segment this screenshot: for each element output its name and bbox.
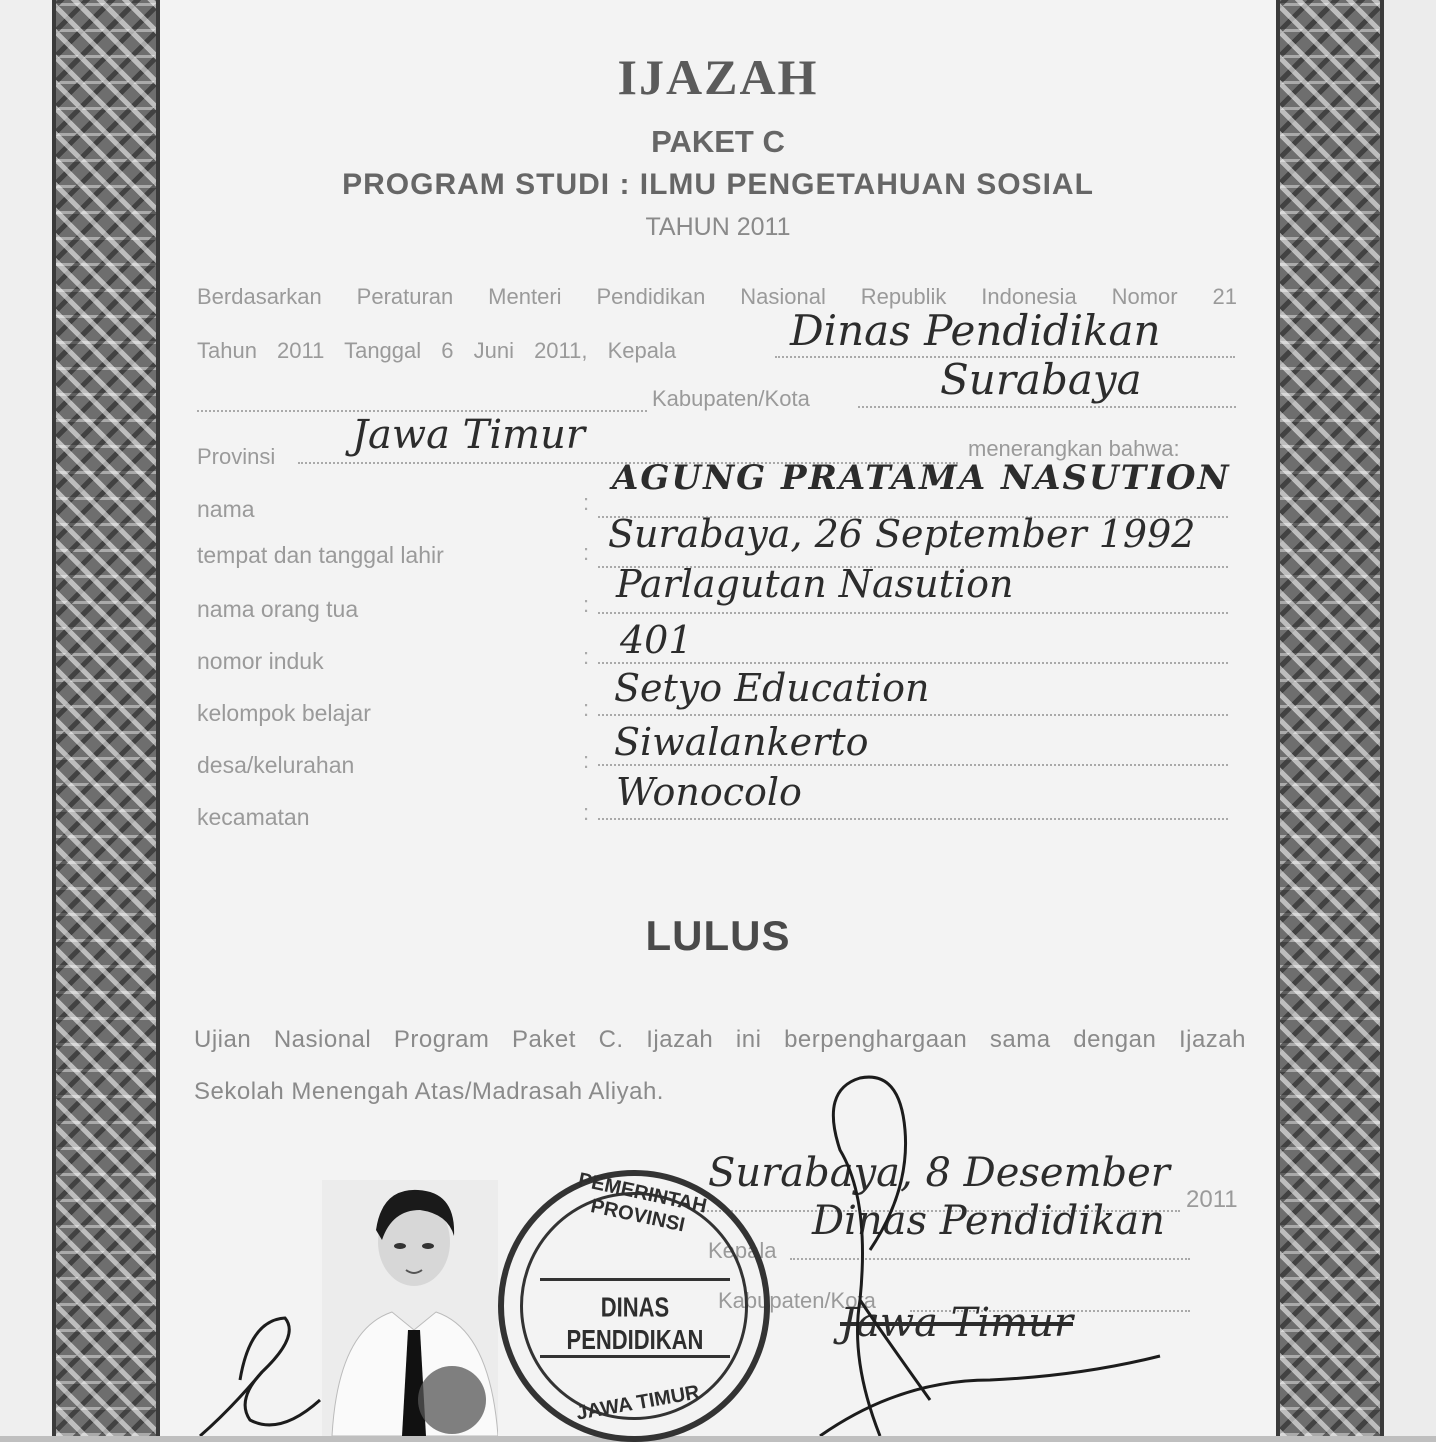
sign-kabupaten-label: Kabupaten/Kota [718,1288,876,1313]
kepala-value: Dinas Pendidikan [790,306,1161,355]
sign-kepala-value: Dinas Pendidikan [812,1198,1165,1244]
field-label-desa: desa/kelurahan [197,752,355,778]
sign-place-date: Surabaya, 8 Desember [708,1150,1170,1196]
field-value-kecamatan: Wonocolo [616,770,802,814]
stamp-ring-text: PEMERINTAH PROVINSI [576,1168,709,1237]
kabupaten-value: Surabaya [940,355,1142,404]
sign-kepala-label: Kepala [708,1238,777,1263]
provinsi-value: Jawa Timur [352,412,585,458]
field-value-nama: AGUNG PRATAMA NASUTION [612,458,1231,498]
stamp-ring-bottom: JAWA TIMUR [574,1381,702,1425]
colon: : [583,696,590,721]
intro-line-1: Berdasarkan Peraturan Menteri Pendidikan Nasional Republik Indonesia Nomor 21 [197,284,1237,309]
result-lulus: LULUS [645,912,791,959]
field-label-nomor-induk: nomor induk [197,648,324,674]
program-studi: PROGRAM STUDI : ILMU PENGETAHUAN SOSIAL [342,168,1094,201]
field-label-kecamatan: kecamatan [197,804,310,830]
certificate-title: IJAZAH [617,49,819,105]
field-label-kelompok: kelompok belajar [197,700,371,726]
provinsi-label: Provinsi [197,444,276,469]
field-label-nama: nama [197,496,255,522]
stamp-center-text: DINAS PENDIDIKAN [566,1291,704,1356]
kabupaten-label: Kabupaten/Kota [652,386,810,411]
sign-provinsi-value: Jawa Timur [840,1300,1073,1346]
colon: : [583,540,590,565]
colon: : [583,490,590,515]
colon: : [583,800,590,825]
tahun-label: TAHUN 2011 [645,213,791,241]
intro-line-2: Tahun 2011 Tanggal 6 Juni 2011, Kepala [197,338,677,363]
field-label-ttl: tempat dan tanggal lahir [197,542,444,568]
field-value-desa: Siwalankerto [614,720,869,764]
student-signature [200,1318,320,1436]
colon: : [583,644,590,669]
official-signature [820,1077,1160,1436]
field-value-ttl: Surabaya, 26 September 1992 [608,512,1196,556]
field-value-orang-tua: Parlagutan Nasution [616,562,1014,606]
field-value-kelompok: Setyo Education [614,666,930,710]
sign-year: 2011 [1186,1186,1238,1213]
field-label-orang-tua: nama orang tua [197,596,359,622]
colon: : [583,592,590,617]
statement-line-1: Ujian Nasional Program Paket C. Ijazah ini berpenghargaan sama dengan Ijazah [194,1026,1246,1053]
paket-label: PAKET C [651,124,785,159]
field-value-nomor-induk: 401 [620,618,693,662]
menerangkan-label: menerangkan bahwa: [968,436,1180,461]
statement-line-2: Sekolah Menengah Atas/Madrasah Aliyah. [194,1078,664,1105]
colon: : [583,748,590,773]
